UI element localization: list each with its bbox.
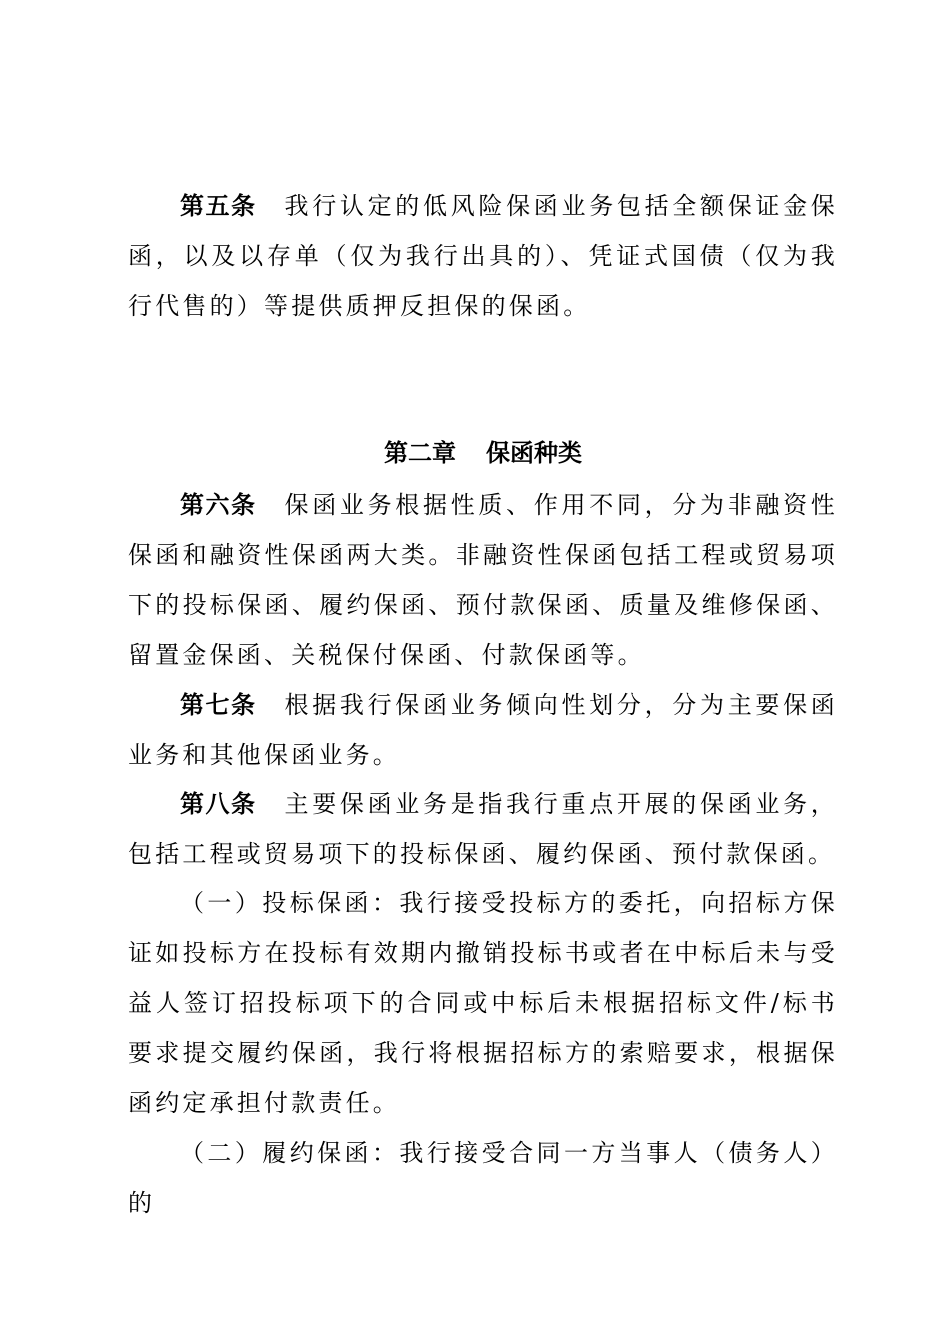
article-6 <box>128 480 838 680</box>
chapter-title: 保函种类 <box>486 438 582 467</box>
article-8-label: 第八条 <box>180 789 257 818</box>
article-5-label: 第五条 <box>180 191 257 220</box>
article-7 <box>128 680 838 780</box>
article-8 <box>128 779 838 879</box>
item-1-text: （一）投标保函：我行接受投标方的委托，向招标方保证如投标方在投标有效期内撤销投标书或者在中标后未与受益人签订招投标项下的合同或中标后未根据招标文件/标书要求提交履约保函，我行将根据招标方的索赔要求，根据保函约定承担付款责任。 <box>128 889 838 1117</box>
article-7-text: 根据我行保函业务倾向性划分，分为主要保函业务和其他保函业务。 <box>128 691 838 769</box>
item-2-text: （二）履约保函：我行接受合同一方当事人（债务人）的 <box>128 1139 838 1217</box>
article-6-label: 第六条 <box>180 490 257 519</box>
item-1 <box>128 878 838 1128</box>
article-7-label: 第七条 <box>180 690 257 719</box>
article-5-text: 我行认定的低风险保函业务包括全额保证金保函，以及以存单（仅为我行出具的）、凭证式国债（仅为我行代售的）等提供质押反担保的保函。 <box>128 192 838 320</box>
chapter-number: 第二章 <box>384 438 456 467</box>
chapter-heading <box>128 428 838 478</box>
item-2 <box>128 1128 838 1228</box>
article-8-text: 主要保函业务是指我行重点开展的保函业务，包括工程或贸易项下的投标保函、履约保函、预付款保函。 <box>128 790 838 868</box>
article-5 <box>128 181 838 331</box>
article-6-text: 保函业务根据性质、作用不同，分为非融资性保函和融资性保函两大类。非融资性保函包括工程或贸易项下的投标保函、履约保函、预付款保函、质量及维修保函、留置金保函、关税保付保函、付款保函等。 <box>128 491 838 669</box>
